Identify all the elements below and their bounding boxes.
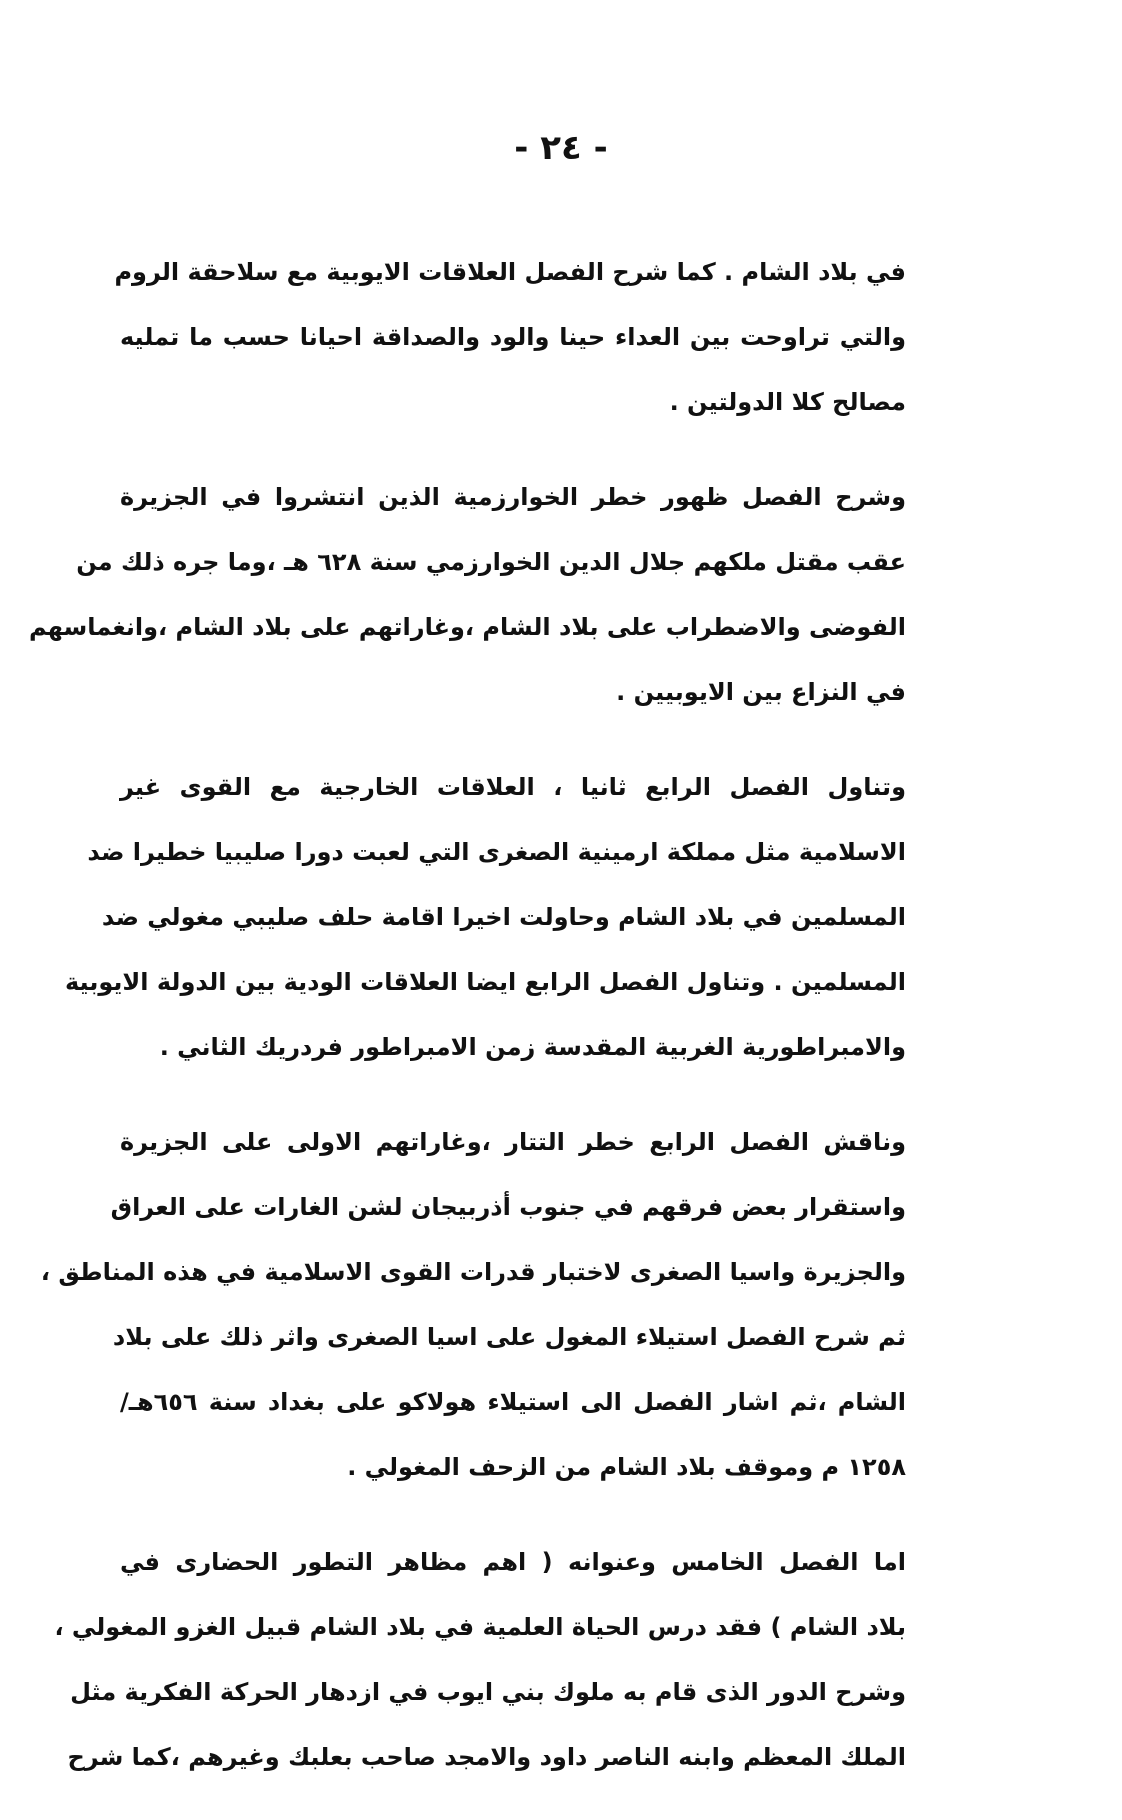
text-line: مصالح كلا الدولتين . xyxy=(669,388,906,416)
text-line: عقب مقتل ملكهم جلال الدين الخوارزمي سنة ٦٢٨ هـ ،وما جره ذلك من xyxy=(76,548,906,576)
text-line: في بلاد الشام . كما شرح الفصل العلاقات الايوبية مع سلاحقة الروم xyxy=(114,258,906,286)
paragraph xyxy=(54,1530,906,1790)
paragraph xyxy=(28,465,906,725)
text-line: والجزيرة واسيا الصغرى لاختبار قدرات القوى الاسلامية في هذه المناطق ، xyxy=(40,1258,906,1286)
text-line: وشرح الدور الذى قام به ملوك بني ايوب في ازدهار الحركة الفكرية مثل xyxy=(70,1678,906,1706)
text-line: وشرح الفصل ظهور خطر الخوارزمية الذين انتشروا في الجزيرة xyxy=(120,483,906,511)
body-text xyxy=(28,240,906,1820)
text-line: ١٢٥٨ م وموقف بلاد الشام من الزحف المغولي . xyxy=(347,1453,906,1481)
text-line: الملك المعظم وابنه الناصر داود والامجد صاحب بعلبك وغيرهم ،كما شرح xyxy=(67,1743,906,1771)
paragraph xyxy=(65,755,906,1080)
text-line: وتناول الفصل الرابع ثانيا ، العلاقات الخارجية مع القوى غير xyxy=(120,773,906,801)
text-line: وناقش الفصل الرابع خطر التتار ،وغاراتهم الاولى على الجزيرة xyxy=(120,1128,906,1156)
text-line: المسلمين . وتناول الفصل الرابع ايضا العلاقات الودية بين الدولة الايوبية xyxy=(65,968,906,996)
page-number: - ٢٤ - xyxy=(514,128,608,168)
paragraph xyxy=(40,1110,906,1500)
text-line: والامبراطورية الغربية المقدسة زمن الامبراطور فردريك الثاني . xyxy=(159,1033,906,1061)
text-line: واستقرار بعض فرقهم في جنوب أذربيجان لشن الغارات على العراق xyxy=(110,1193,906,1221)
paragraph xyxy=(114,240,906,435)
text-line: والتي تراوحت بين العداء حينا والود والصداقة احيانا حسب ما تمليه xyxy=(120,323,906,351)
text-line: المسلمين في بلاد الشام وحاولت اخيرا اقامة حلف صليبي مغولي ضد xyxy=(101,903,906,931)
text-line: بلاد الشام ) فقد درس الحياة العلمية في بلاد الشام قبيل الغزو المغولي ، xyxy=(54,1613,906,1641)
text-line: الاسلامية مثل مملكة ارمينية الصغرى التي لعبت دورا صليبيا خطيرا ضد xyxy=(87,838,906,866)
text-line: ثم شرح الفصل استيلاء المغول على اسيا الصغرى واثر ذلك على بلاد xyxy=(112,1323,906,1351)
text-line: الشام ،ثم اشار الفصل الى استيلاء هولاكو على بغداد سنة ٦٥٦هـ/ xyxy=(120,1388,906,1416)
text-line: في النزاع بين الايوبيين . xyxy=(616,678,906,706)
text-line: الفوضى والاضطراب على بلاد الشام ،وغاراتهم على بلاد الشام ،وانغماسهم xyxy=(28,613,906,641)
text-line: اما الفصل الخامس وعنوانه ( اهم مظاهر التطور الحضارى في xyxy=(120,1548,906,1576)
